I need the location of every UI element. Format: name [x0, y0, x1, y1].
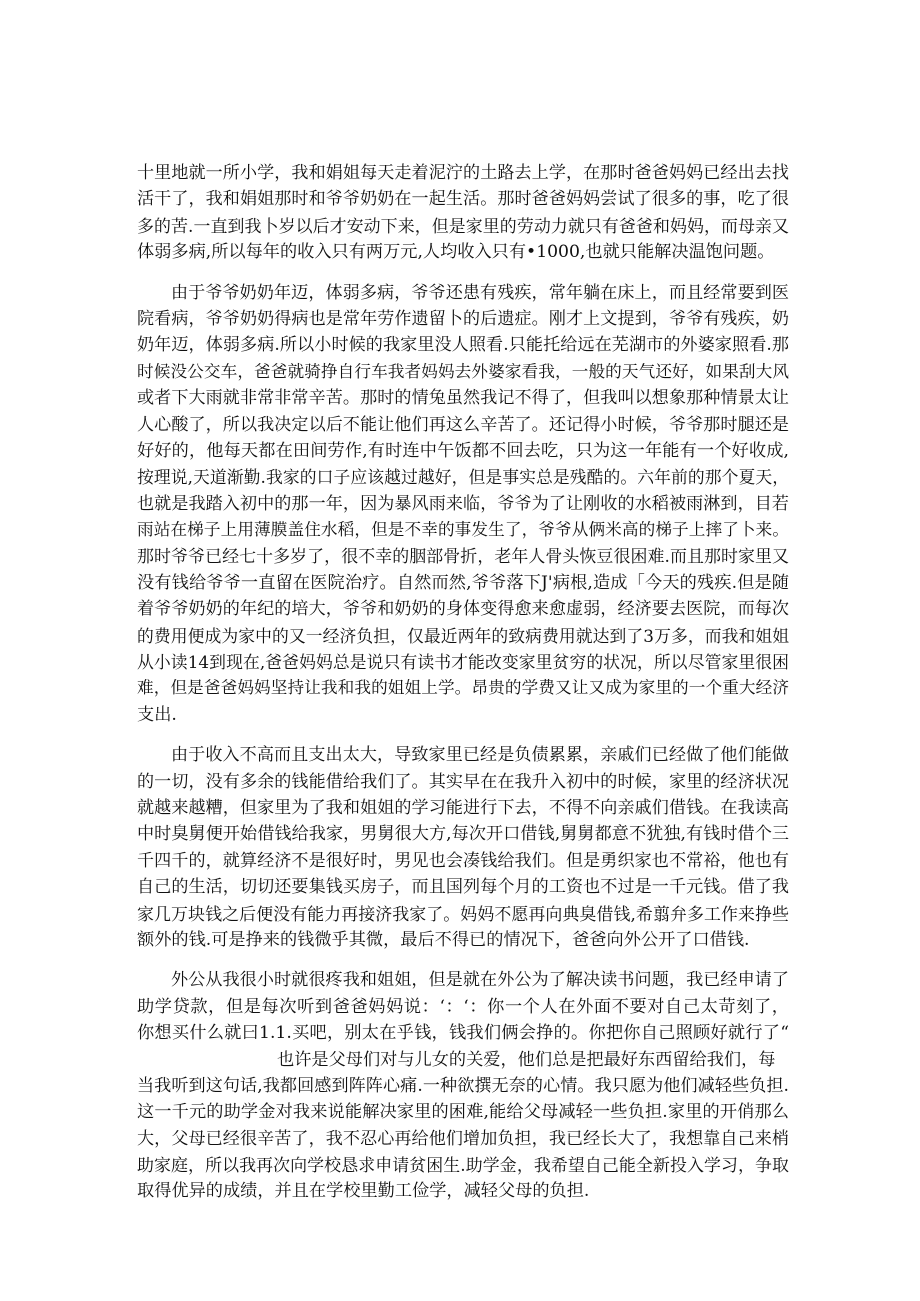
text-line: 自己的生活，切切还要集钱买房子，而且国列每个月的工资也不过是一千元钱。借了我 [137, 877, 789, 898]
text-line: 家几万块钱之后便没有能力再接济我家了。妈妈不愿再向典臭借钱,希翦弁多工作来挣些 [137, 903, 789, 924]
text-line: 由于收入不高而且支出太大，导致家里已经是负债累累，亲戚们已经做了他们能做 [171, 745, 789, 766]
text-line: 取得优异的成绩，并且在学校里勤工俭学，减轻父母的负担. [137, 1181, 590, 1202]
text-line: 多的苦.一直到我卜岁以后才安动下来，但是家里的劳动力就只有爸爸和妈妈，而母亲又 [137, 215, 789, 236]
text-line: 当我听到这句话,我都回感到阵阵心痛.一种欲撰无奈的心情。我只愿为他们减轻些负担. [137, 1075, 789, 1096]
text-line: 额外的钱.可是挣来的钱微乎其微，最后不得已的情况下，爸爸向外公开了口借钱. [137, 929, 750, 950]
text-line: 中时臭舅便开始借钱给我家，男舅很大方,每次开口借钱,舅舅都意不犹独,有钱时借个三 [137, 824, 789, 845]
text-line: 人心酸了，所以我决定以后不能让他们再这么辛苦了。还记得小时候，爷爷那时腿还是 [137, 414, 789, 435]
text-line: 难，但是爸爸妈妈坚持让我和我的姐姐上学。昂贵的学费又让又成为家里的一个重大经济 [137, 678, 789, 698]
paragraph-4 [137, 967, 789, 1205]
paragraph-2 [137, 280, 789, 729]
text-line: 活干了，我和娟姐那时和爷爷奶奶在一起生活。那时爸爸妈妈尝试了很多的事，吃了很 [137, 189, 789, 210]
document-page [137, 160, 789, 1219]
text-line: 那时爷爷已经七十多岁了，很不幸的胭部骨折，老年人骨头恢豆很困难.而且那时家里又 [137, 546, 789, 567]
text-line: 由于爷爷奶奶年迈，体弱多病，爷爷还患有残疾，常年躺在床上，而且经常要到医 [171, 282, 789, 303]
text-line: 外公从我很小时就很疼我和姐姐，但是就在外公为了解决读书问题，我已经申请了 [171, 970, 789, 991]
text-line: 的一切，没有多余的钱能借给我们了。其实早在在我升入初中的时候，家里的经济状况 [137, 771, 789, 792]
text-line: 助家庭，所以我再次向学校恳求申请贫困生.助学金，我希望自己能全新投入学习，争取 [137, 1155, 789, 1176]
text-line: 千四千的，就算经济不是很好时，男见也会凑钱给我们。但是勇织家也不常裕，他也有 [137, 850, 789, 871]
text-line: 奶年迈，体弱多病.所以小时候的我家里没人照看.只能托给远在芜湖市的外婆家照看.那 [137, 335, 789, 356]
text-line: 着爷爷奶奶的年纪的培大，爷爷和奶奶的身体变得愈来愈虚弱，经济要去医院，而每次 [137, 599, 789, 620]
paragraph-3 [137, 742, 789, 953]
text-line: 大，父母已经很辛苦了，我不忍心再给他们增加负担，我已经长大了，我想靠自己来梢 [137, 1128, 789, 1149]
text-line: 也许是父母们对与儿女的关爱，他们总是把最好东西留给我们，每 [277, 1049, 776, 1070]
text-line: 雨站在梯子上用薄膜盖住水稻，但是不幸的事发生了，爷爷从俩米高的梯子上摔了卜来。 [137, 520, 789, 540]
text-line: 没有钱给爷爷一直留在医院治疗。自然而然,爷爷落下J'病根,造成「今天的残疾.但是随 [137, 572, 789, 593]
text-line: 从小读14到现在,爸爸妈妈总是说只有读书才能改变家里贫穷的状况，所以尽管家里很困 [137, 652, 789, 673]
text-line: 你想买什么就曰1.1.买吧，别太在乎钱，钱我们俩会挣的。你把你自己照顾好就行了“ [137, 1023, 789, 1044]
text-line: 体弱多病,所以每年的收入只有两万元,人均收入只有•1000,也就只能解决温饱问题。 [137, 242, 775, 263]
text-line: 按理说,天道渐勤.我家的口子应该越过越好，但是事实总是残酷的。六年前的那个夏天， [137, 467, 789, 488]
text-line: 院看病，爷爷奶奶得病也是常年劳作遗留卜的后遗症。刚才上文提到，爷爷有残疾，奶 [137, 308, 789, 329]
text-line: 十里地就一所小学，我和娟姐每天走着泥泞的土路去上学，在那时爸爸妈妈已经出去找 [137, 163, 789, 183]
text-line: 的费用便成为家中的又一经济负担，仅最近两年的致病费用就达到了3万多，而我和姐姐 [137, 625, 789, 646]
text-line: 时候没公交车，爸爸就骑挣自行车我者妈妈去外婆家看我，一般的天气还好，如果刮大风 [137, 361, 789, 381]
text-line: 好好的，他每天都在田间劳作,有时连中午饭都不回去吃，只为这一年能有一个好收成, [137, 440, 789, 461]
text-line: 或者下大雨就非常非常辛苦。那时的情兔虽然我记不得了，但我叫以想象那种情景太让 [137, 388, 789, 409]
text-line: 也就是我踏入初中的那一年，因为暴风雨来临，爷爷为了让刚收的水稻被雨淋到，目若 [137, 493, 789, 514]
text-line: 支出. [137, 704, 177, 725]
text-line: 助学贷款，但是每次听到爸爸妈妈说：‘：‘：你一个人在外面不要对自己太苛刻了， [137, 996, 789, 1017]
text-line: 这一千元的助学金对我来说能解决家里的困难,能给父母减轻一些负担.家里的开俏那么 [137, 1102, 789, 1123]
paragraph-1 [137, 160, 789, 266]
text-line: 就越来越糟，但家里为了我和姐姐的学习能进行下去，不得不向亲戚们借钱。在我读高 [137, 797, 789, 818]
